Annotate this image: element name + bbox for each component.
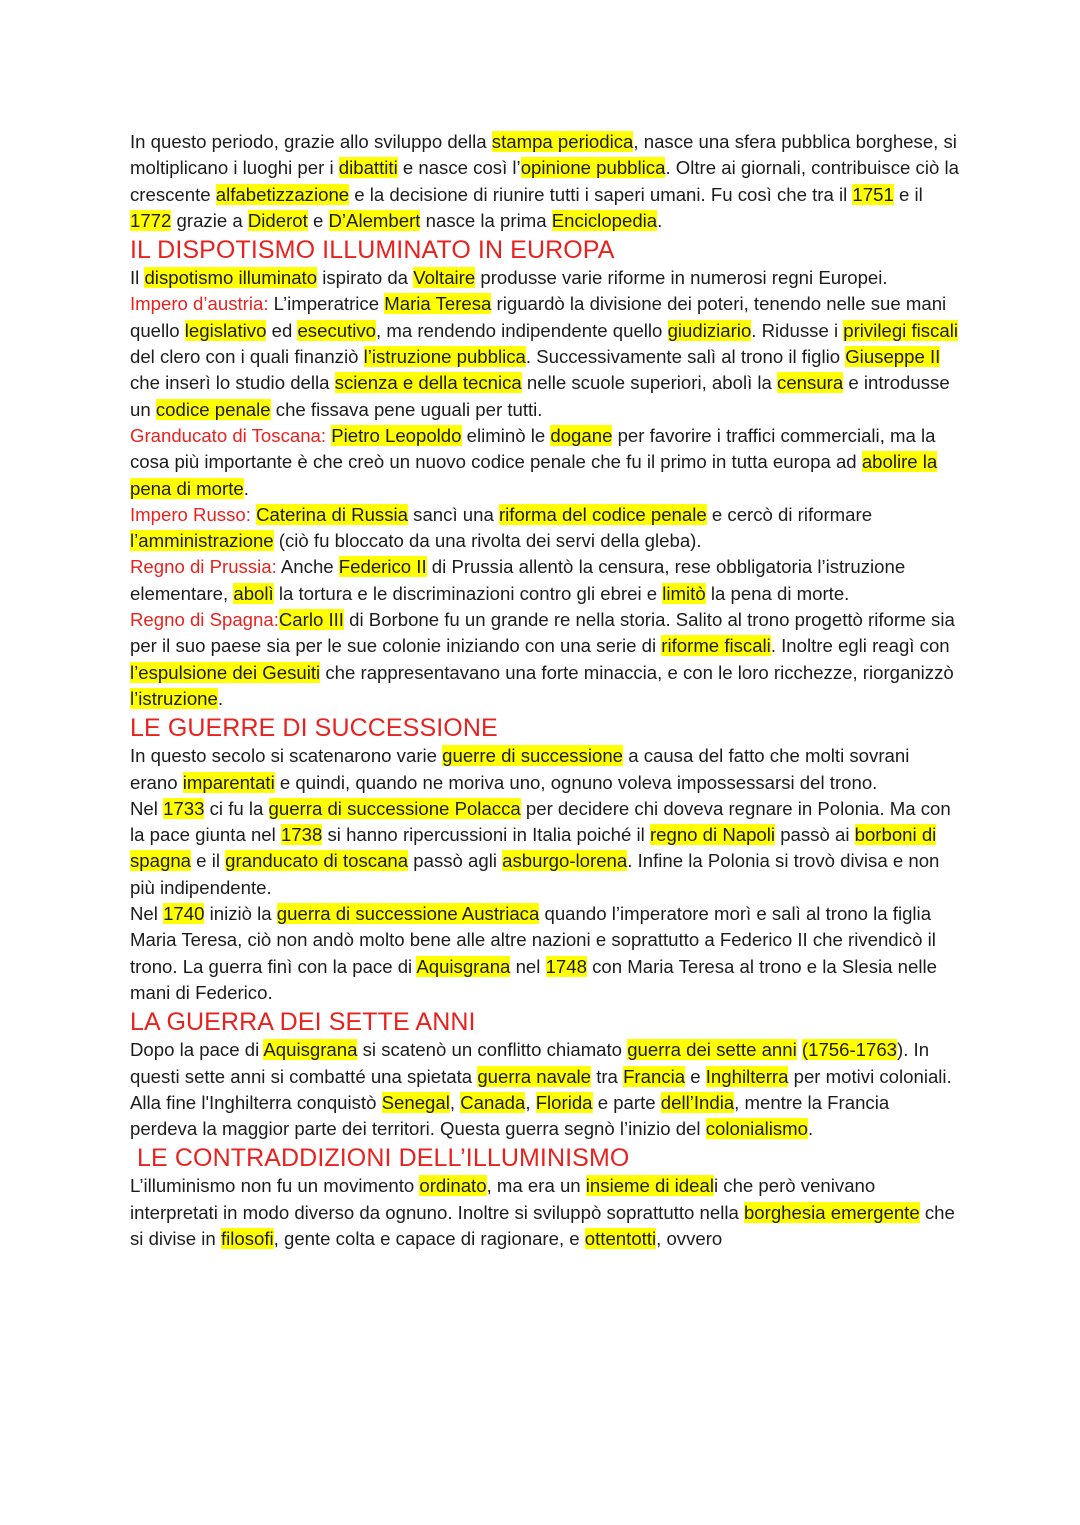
highlighted-text: ottentotti <box>584 1227 657 1249</box>
highlighted-text: dispotismo illuminato <box>144 267 318 289</box>
text-run: Nel <box>130 903 164 925</box>
highlighted-text: scienza e della tecnica <box>334 372 522 394</box>
text-run: la pena di morte. <box>705 582 850 604</box>
highlighted-text: dogane <box>550 424 613 446</box>
text-run: . <box>657 209 663 231</box>
highlighted-text: Pietro Leopoldo <box>331 424 462 446</box>
text-run: passò agli <box>408 850 503 872</box>
text-run: iniziò la <box>204 903 277 925</box>
highlighted-text: borboni di spagna <box>130 824 937 872</box>
highlighted-text: guerra di successione Polacca <box>268 797 521 819</box>
section-heading: LA GUERRA DEI SETTE ANNI <box>130 1008 476 1037</box>
text-run: . <box>808 1118 814 1140</box>
text-run: che rappresentavano una forte minaccia, e con le loro ricchezze, riorganizzò <box>320 661 954 683</box>
highlighted-text: borghesia emergente <box>743 1201 920 1223</box>
text-run: ci fu la <box>204 797 269 819</box>
highlighted-text: censura <box>777 372 844 394</box>
highlighted-text: regno di Napoli <box>649 824 776 846</box>
highlighted-text: esecutivo <box>297 319 377 341</box>
text-run: ). In questi sette anni si combatté una spietata <box>130 1039 930 1087</box>
region-label: Regno di Spagna: <box>130 609 279 631</box>
region-label: Regno di Prussia: <box>130 556 277 578</box>
highlighted-text: colonialismo <box>705 1118 808 1140</box>
section-heading: LE CONTRADDIZIONI DELL’ILLUMINISMO <box>130 1144 630 1173</box>
highlighted-text: imparentati <box>182 771 275 793</box>
highlighted-text: asburgo-lorena <box>502 850 628 872</box>
paragraph <box>130 901 960 1006</box>
highlighted-text: Francia <box>623 1065 686 1087</box>
text-run: e il <box>191 850 226 872</box>
text-run: i che però venivano interpretati in modo diverso da ognuno. Inoltre si sviluppò soprattutto nella <box>130 1175 876 1223</box>
section-heading: LE GUERRE DI SUCCESSIONE <box>130 714 498 743</box>
text-run: L’illuminismo non fu un movimento <box>130 1175 420 1197</box>
text-run: e <box>685 1065 706 1087</box>
text-run: produsse varie riforme in numerosi regni Europei. <box>475 267 888 289</box>
highlighted-text: Inghilterra <box>705 1065 789 1087</box>
highlighted-text: 1738 <box>280 824 323 846</box>
highlighted-text: guerra di successione Austriaca <box>276 903 540 925</box>
highlighted-text: dell’India <box>660 1091 735 1113</box>
text-run: e la decisione di riunire tutti i saperi umani. Fu così che tra il <box>349 183 853 205</box>
text-run: nasce la prima <box>420 209 552 231</box>
highlighted-text: Enciclopedia <box>551 209 658 231</box>
text-run: tra <box>591 1065 624 1087</box>
highlighted-text: Giuseppe II <box>845 346 941 368</box>
highlighted-text: 1772 <box>130 209 172 231</box>
highlighted-text: 1751 <box>852 183 894 205</box>
highlighted-text: legislativo <box>184 319 267 341</box>
text-run: e nasce così l’ <box>397 157 521 179</box>
highlighted-text: giudiziario <box>667 319 752 341</box>
text-run: e cercò di riformare <box>706 503 873 525</box>
highlighted-text: Maria Teresa <box>384 293 492 315</box>
highlighted-text: insieme di ideal <box>585 1175 714 1197</box>
highlighted-text: alfabetizzazione <box>215 183 350 205</box>
section-heading: IL DISPOTISMO ILLUMINATO IN EUROPA <box>130 236 615 265</box>
text-run: . <box>243 477 249 499</box>
text-run: sancì una <box>408 503 499 525</box>
text-run: (ciò fu bloccato da una rivolta dei servi della gleba). <box>273 530 702 552</box>
text-run: riguardò la divisione dei poteri, tenendo nelle sue mani quello <box>130 293 947 341</box>
highlighted-text: l’espulsione dei Gesuiti <box>130 661 321 683</box>
text-run: Nel <box>130 797 164 819</box>
text-run: si scatenò un conflitto chiamato <box>357 1039 628 1061</box>
text-run: Anche <box>276 556 339 578</box>
paragraph <box>130 129 960 234</box>
highlighted-text: Aquisgrana <box>263 1039 358 1061</box>
text-run: nel <box>510 955 546 977</box>
highlighted-text: opinione pubblica <box>520 157 666 179</box>
highlighted-text: Diderot <box>247 209 308 231</box>
text-run: , ovvero <box>656 1227 723 1249</box>
highlighted-text: limitò <box>662 582 706 604</box>
text-run: , <box>525 1091 536 1113</box>
highlighted-text: abolire la pena di morte <box>130 451 938 499</box>
highlighted-text: 1748 <box>545 955 587 977</box>
text-run: del clero con i quali finanziò <box>130 346 364 368</box>
text-run: . Oltre ai giornali, contribuisce ciò la crescente <box>130 157 959 205</box>
highlighted-text: (1756-1763 <box>801 1039 898 1061</box>
highlighted-text: Senegal <box>381 1091 450 1113</box>
highlighted-text: guerre di successione <box>442 745 624 767</box>
text-run: la tortura e le discriminazioni contro gli ebrei e <box>273 582 663 604</box>
text-run: . Successivamente salì al trono il figlio <box>525 346 846 368</box>
text-run: , <box>449 1091 461 1113</box>
text-run: , gente colta e capace di ragionare, e <box>273 1227 585 1249</box>
highlighted-text: riforme fiscali <box>661 635 771 657</box>
text-run: e <box>307 209 329 231</box>
text-run: ispirato da <box>317 267 414 289</box>
text-run: . Infine la Polonia si trovò divisa e non più indipendente. <box>130 850 940 898</box>
highlighted-text: stampa periodica <box>491 131 634 152</box>
highlighted-text: riforma del codice penale <box>498 503 707 525</box>
highlighted-text: granducato di toscana <box>225 850 409 872</box>
text-run: passò ai <box>775 824 855 846</box>
text-run: e introdusse un <box>130 372 950 420</box>
paragraph <box>130 291 960 422</box>
text-run: grazie a <box>171 209 248 231</box>
highlighted-text: l’istruzione <box>130 687 218 709</box>
text-run: ed <box>266 319 298 341</box>
region-label: Impero Russo: <box>130 503 251 525</box>
highlighted-text: 1733 <box>163 797 205 819</box>
highlighted-text: l’amministrazione <box>130 530 274 552</box>
text-run: si hanno ripercussioni in Italia poiché il <box>322 824 650 846</box>
highlighted-text: dibattiti <box>338 157 398 179</box>
paragraph <box>130 743 960 796</box>
text-run: e il <box>893 183 923 205</box>
text-run: , nasce una sfera pubblica borghese, si moltiplicano i luoghi per i <box>130 131 957 179</box>
text-run: , ma era un <box>486 1175 586 1197</box>
text-run: eliminò le <box>461 424 551 446</box>
paragraph <box>130 554 960 607</box>
region-label: Granducato di Toscana: <box>130 424 327 446</box>
text-run: . Ridusse i <box>751 319 844 341</box>
text-run: In questo secolo si scatenarono varie <box>130 745 443 767</box>
highlighted-text: Voltaire <box>413 267 476 289</box>
highlighted-text: D’Alembert <box>328 209 421 231</box>
highlighted-text: privilegi fiscali <box>843 319 958 341</box>
highlighted-text: l’istruzione pubblica <box>363 346 526 368</box>
text-run: e parte <box>592 1091 661 1113</box>
text-run: , mentre la Francia perdeva la maggior parte dei territori. Questa guerra segnò l’inizio del <box>130 1091 890 1140</box>
highlighted-text: codice penale <box>155 398 271 420</box>
text-run: a causa del fatto che molti sovrani erano <box>130 745 910 793</box>
text-run: con Maria Teresa al trono e la Slesia nelle mani di Federico. <box>130 955 937 1003</box>
highlighted-text: Aquisgrana <box>416 955 511 977</box>
highlighted-text: 1740 <box>163 903 205 925</box>
text-run: quando l’imperatore morì e salì al trono la figlia Maria Teresa, ciò non andò molto bene alle altre nazioni e soprattutto a Federico II che rivendicò il trono. La guerra finì con la pace di <box>130 903 936 977</box>
highlighted-text: Carlo III <box>278 609 344 631</box>
paragraph <box>130 265 960 291</box>
highlighted-text: ordinato <box>419 1175 487 1197</box>
text-run: di Borbone fu un grande re nella storia. Salito al trono progettò riforme sia per il suo paese sia per le sue colonie iniziando con una serie di <box>130 609 955 657</box>
text-run: e quindi, quando ne moriva uno, ognuno voleva impossessarsi del trono. <box>274 771 878 793</box>
paragraph <box>130 502 960 555</box>
highlighted-text: Canada <box>460 1091 526 1113</box>
text-run: Dopo la pace di <box>130 1039 264 1061</box>
region-label: Impero d’austria: <box>130 293 269 315</box>
text-run: . Inoltre egli reagì con <box>770 635 950 657</box>
text-run: L’imperatrice <box>268 293 385 315</box>
text-run: , ma rendendo indipendente quello <box>376 319 668 341</box>
highlighted-text: abolì <box>233 582 274 604</box>
highlighted-text: guerra dei sette anni <box>627 1039 797 1061</box>
highlighted-text: Caterina di Russia <box>256 503 408 525</box>
text-run: In questo periodo, grazie allo sviluppo della <box>130 131 492 152</box>
paragraph <box>130 607 960 712</box>
text-run: per favorire i traffici commerciali, ma la cosa più importante è che creò un nuovo codice penale che fu il primo in tutta europa ad <box>130 424 936 473</box>
text-run: Il <box>130 267 145 289</box>
paragraph <box>130 796 960 901</box>
highlighted-text: guerra navale <box>477 1065 592 1087</box>
text-run: di Prussia allentò la censura, rese obbligatoria l’istruzione elementare, <box>130 556 906 604</box>
paragraph <box>130 1037 960 1142</box>
text-run: . <box>217 687 224 709</box>
text-run: che si divise in <box>130 1201 955 1249</box>
highlighted-text: Florida <box>535 1091 593 1113</box>
paragraph <box>130 1173 960 1252</box>
paragraph <box>130 423 960 502</box>
text-run: per motivi coloniali. Alla fine l'Inghilterra conquistò <box>130 1065 952 1113</box>
text-run: che inserì lo studio della <box>130 372 335 394</box>
highlighted-text: filosofi <box>220 1227 274 1249</box>
text-run: per decidere chi doveva regnare in Polonia. Ma con la pace giunta nel <box>130 797 951 846</box>
text-run: nelle scuole superiori, abolì la <box>521 372 778 394</box>
text-run: che fissava pene uguali per tutti. <box>270 398 543 420</box>
highlighted-text: Federico II <box>338 556 427 578</box>
